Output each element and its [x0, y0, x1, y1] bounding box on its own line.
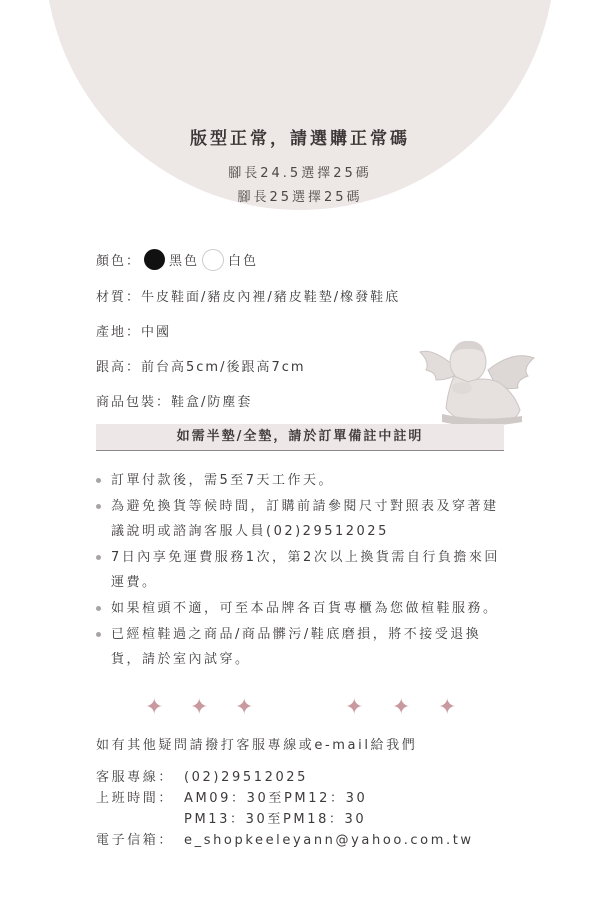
sparkle-icon: ✦: [145, 695, 164, 720]
note-text: 為避免換貨等候時間，訂購前請參閱尺寸對照表及穿著建議說明或諮詢客服人員(02)29512025: [111, 499, 499, 539]
list-item: [96, 468, 506, 493]
sparkle-icon: ✦: [345, 695, 364, 720]
list-item: [96, 596, 506, 621]
spec-color: [96, 250, 258, 273]
email-label: 電子信箱：: [96, 833, 175, 848]
note-text: 已經楦鞋過之商品/商品髒污/鞋底磨損，將不接受退換貨，請於室內試穿。: [111, 627, 482, 667]
size-line-1: 腳長24.5選擇25碼: [228, 166, 372, 181]
white-swatch-icon: [202, 249, 224, 271]
black-swatch-icon: [144, 249, 165, 270]
color-black: 黑色: [169, 254, 200, 269]
contact-heading: 如有其他疑問請撥打客服專線或e-mail給我們: [96, 738, 418, 753]
hours-morning: AM09：30至PM12：30: [184, 791, 368, 806]
spec-origin: 產地：中國: [96, 325, 172, 340]
hours-afternoon: PM13：30至PM18：30: [184, 812, 367, 827]
bullet-icon: [96, 555, 101, 560]
contact-phone-row: [96, 766, 308, 785]
contact-email-row: [96, 829, 474, 848]
phone-number[interactable]: (02)29512025: [184, 770, 309, 785]
size-title: 版型正常，請選購正常碼: [190, 129, 410, 149]
color-label: 顏色：: [96, 254, 142, 269]
bullet-icon: [96, 606, 101, 611]
contact-hours-row: [96, 787, 367, 806]
spec-material: 材質：牛皮鞋面/豬皮內裡/豬皮鞋墊/橡發鞋底: [96, 290, 401, 305]
sparkle-icon: ✦: [235, 695, 254, 720]
sparkle-icon: ✦: [438, 695, 457, 720]
list-item: [96, 545, 506, 595]
insole-notice-banner: 如需半墊/全墊，請於訂單備註中註明: [96, 424, 504, 451]
bullet-icon: [96, 478, 101, 483]
bullet-icon: [96, 504, 101, 509]
list-item: [96, 494, 506, 544]
hours-label: 上班時間：: [96, 791, 175, 806]
bullet-icon: [96, 632, 101, 637]
email-address[interactable]: e_shopkeeleyann@yahoo.com.tw: [184, 833, 474, 848]
note-text: 如果楦頭不適，可至本品牌各百貨專櫃為您做楦鞋服務。: [111, 601, 499, 616]
phone-label: 客服專線：: [96, 770, 175, 785]
sparkle-icon: ✦: [392, 695, 411, 720]
color-white: 白色: [228, 254, 259, 269]
list-item: [96, 622, 506, 672]
spec-heel: 跟高：前台高5cm/後跟高7cm: [96, 360, 306, 375]
note-text: 訂單付款後，需5至7天工作天。: [111, 473, 335, 488]
note-text: 7日內享免運費服務1次，第2次以上換貨需自行負擔來回運費。: [111, 550, 500, 590]
spec-package: 商品包裝：鞋盒/防塵套: [96, 395, 253, 410]
contact-hours-row-2: [96, 808, 366, 827]
angel-statue-icon: [418, 330, 536, 430]
size-line-2: 腳長25選擇25碼: [237, 190, 363, 205]
notes-list: [96, 468, 506, 673]
sparkle-icon: ✦: [190, 695, 209, 720]
